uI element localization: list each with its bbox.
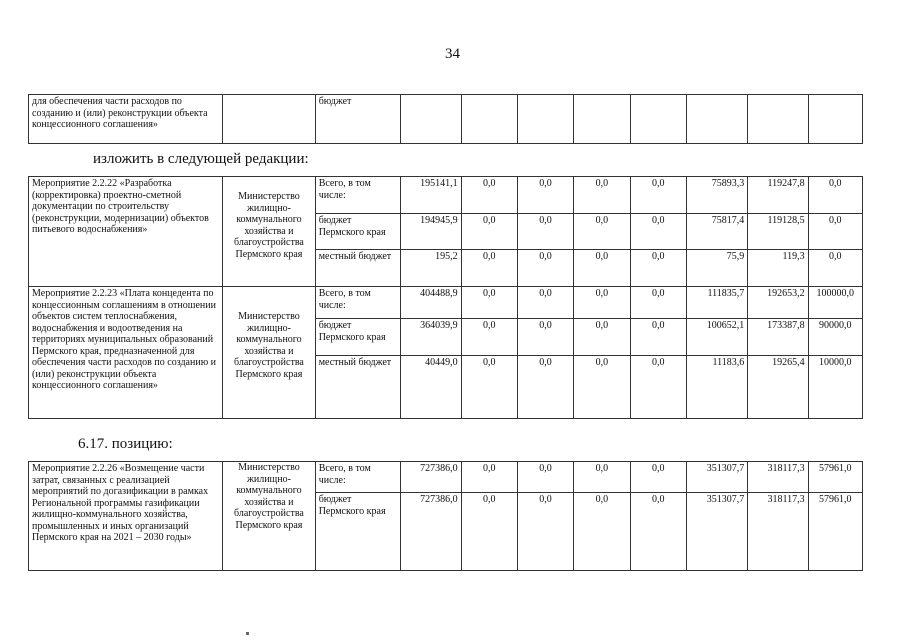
amount-cell: 119247,8 [748,177,808,214]
amount-cell: 57961,0 [808,462,862,493]
amount-cell: 0,0 [630,493,686,571]
amount-cell: 0,0 [630,177,686,214]
funding-source: бюджет Пермского края [315,493,401,571]
funding-source: местный бюджет [315,356,401,419]
amount-cell: 727386,0 [401,493,461,571]
amount-cell: 404488,9 [401,287,461,319]
amount-cell: 75817,4 [686,214,747,250]
amount-cell: 19265,4 [748,356,808,419]
fragment-source-cell [315,95,401,144]
amount-cell: 318117,3 [748,462,808,493]
amount-cell: 364039,9 [401,319,461,356]
empty-cell [686,95,747,144]
funding-source: Всего, в том числе: [315,287,401,319]
amount-cell: 10000,0 [808,356,862,419]
amount-cell: 351307,7 [686,462,747,493]
amount-cell: 727386,0 [401,462,461,493]
amount-cell: 0,0 [517,356,573,419]
amount-cell: 0,0 [461,177,517,214]
amount-cell: 192653,2 [748,287,808,319]
fragment-name: для обеспечения части расходов по созданию и (или) реконструкции объекта концессионного соглашения» [32,96,208,130]
amount-cell: 0,0 [630,287,686,319]
amount-cell: 318117,3 [748,493,808,571]
amount-cell: 0,0 [808,214,862,250]
amount-cell: 0,0 [574,462,630,493]
empty-cell [574,95,630,144]
amount-cell: 75893,3 [686,177,747,214]
amount-cell: 40449,0 [401,356,461,419]
amount-cell: 11183,6 [686,356,747,419]
amount-cell: 351307,7 [686,493,747,571]
amount-cell: 0,0 [574,493,630,571]
funding-source: Всего, в том числе: [315,462,401,493]
amount-cell: 100652,1 [686,319,747,356]
amount-cell: 0,0 [461,356,517,419]
empty-cell [517,95,573,144]
table-position [28,461,863,571]
amount-cell: 0,0 [630,356,686,419]
scan-dot [246,632,249,635]
amount-cell: 0,0 [517,177,573,214]
amount-cell: 194945,9 [401,214,461,250]
amount-cell: 0,0 [517,493,573,571]
amount-cell: 0,0 [630,214,686,250]
heading-position: 6.17. позицию: [78,436,173,452]
amount-cell: 0,0 [517,214,573,250]
fragment-source: бюджет [318,96,352,107]
responsible-org: Министерство жилищно-коммунального хозяйства и благоустройства Пермского края [223,287,316,419]
amount-cell: 0,0 [461,493,517,571]
empty-cell [748,95,808,144]
page-number: 34 [445,46,460,62]
amount-cell: 100000,0 [808,287,862,319]
funding-source: местный бюджет [315,250,401,287]
empty-cell [630,95,686,144]
empty-cell [401,95,461,144]
amount-cell: 0,0 [630,462,686,493]
table-row [29,287,863,319]
amount-cell: 0,0 [630,250,686,287]
amount-cell: 195,2 [401,250,461,287]
amount-cell: 0,0 [574,214,630,250]
empty-cell [461,95,517,144]
measure-name: Мероприятие 2.2.26 «Возмещение части затрат, связанных с реализацией мероприятий по догазификации в рамках Региональной программы газификации жилищно-коммунального хозяйства, промышленных и иных организаций Пермского края на 2021 – 2030 годы» [29,462,223,571]
amount-cell: 0,0 [517,250,573,287]
amount-cell: 0,0 [461,287,517,319]
amount-cell: 173387,8 [748,319,808,356]
amount-cell: 90000,0 [808,319,862,356]
funding-source: бюджет Пермского края [315,319,401,356]
amount-cell: 119128,5 [748,214,808,250]
amount-cell: 119,3 [748,250,808,287]
amount-cell: 0,0 [574,356,630,419]
amount-cell: 0,0 [517,287,573,319]
measure-name: Мероприятие 2.2.22 «Разработка (корректировка) проектно-сметной документации по строительству (реконструкции, модернизации) объектов питьевого водоснабжения» [29,177,223,287]
amount-cell: 0,0 [808,250,862,287]
heading-new-edition: изложить в следующей редакции: [93,151,309,167]
responsible-org: Министерство жилищно-коммунального хозяйства и благоустройства Пермского края [223,462,316,571]
measure-name: Мероприятие 2.2.23 «Плата концедента по концессионным соглашениям в отношении объектов систем теплоснабжения, водоснабжения и водоотведения на территориях муниципальных образований Пермского края, предназначенной для обеспечения части расходов по созданию и (или) реконструкции объекта концессионного соглашения» [29,287,223,419]
amount-cell: 195141,1 [401,177,461,214]
table-main [28,176,863,419]
amount-cell: 0,0 [574,177,630,214]
fragment-org-cell [223,95,316,144]
amount-cell: 0,0 [808,177,862,214]
responsible-org: Министерство жилищно-коммунального хозяйства и благоустройства Пермского края [223,177,316,287]
fragment-name-cell [29,95,223,144]
amount-cell: 0,0 [630,319,686,356]
amount-cell: 0,0 [517,462,573,493]
table-fragment-top [28,94,863,144]
amount-cell: 0,0 [461,250,517,287]
table-row [29,462,863,493]
amount-cell: 57961,0 [808,493,862,571]
amount-cell: 0,0 [517,319,573,356]
amount-cell: 75,9 [686,250,747,287]
amount-cell: 111835,7 [686,287,747,319]
funding-source: бюджет Пермского края [315,214,401,250]
table-row [29,177,863,214]
empty-cell [808,95,862,144]
funding-source: Всего, в том числе: [315,177,401,214]
amount-cell: 0,0 [461,319,517,356]
amount-cell: 0,0 [574,287,630,319]
amount-cell: 0,0 [461,462,517,493]
amount-cell: 0,0 [574,250,630,287]
amount-cell: 0,0 [574,319,630,356]
amount-cell: 0,0 [461,214,517,250]
